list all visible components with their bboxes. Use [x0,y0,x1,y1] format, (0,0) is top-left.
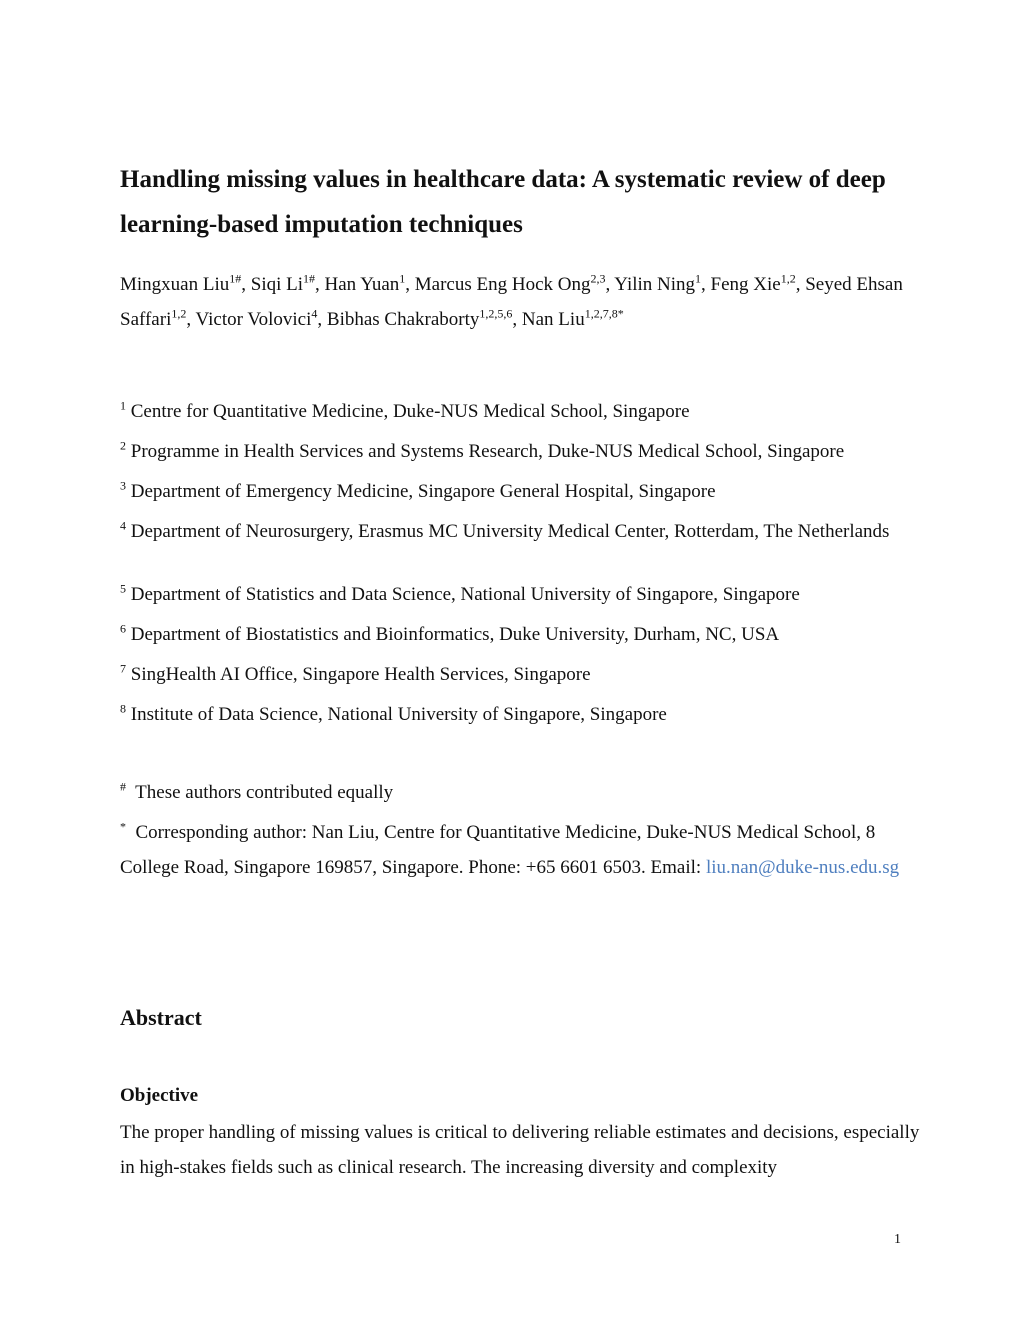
affiliation-4: $^4$ Department of Neurosurgery, Erasmus MC University Medical Center, Rotterdam, The Netherlands [120,518,890,542]
author: Han Yuan$^1$, [324,271,415,295]
objective-paragraph: The proper handling of missing values is critical to delivering reliable estimates and decisions, especially in high-stakes fields such as clinical research. The increasing diversity and complexity [120,1122,920,1178]
objective-heading: Objective [120,1085,199,1106]
email-link[interactable]: liu.nan@duke-nus.edu.sg [705,857,900,878]
author: Seyed Ehsan Saffari$^{1,2}$, [120,274,903,330]
author: Bibhas Chakraborty$^{1,2,5,6}$, [326,306,522,330]
author-list [120,267,920,337]
affiliation-8: $^8$ Institute of Data Science, National University of Singapore, Singapore [120,701,667,725]
author: Siqi $Li^{1\#}$, [250,271,325,295]
author: Feng Xie$^{1,2}$, [710,271,806,295]
author: Yilin Ning$^1$, [614,271,711,295]
affiliation-7: $^7$ SingHealth AI Office, Singapore Health Services, Singapore [120,661,591,685]
author: Victor Volovici$^4$, [195,306,327,330]
affiliation-1: $^1$ Centre for Quantitative Medicine, Duke-NUS Medical School, Singapore [120,398,690,422]
corresponding-author-note: * Corresponding author: Nan Liu, Centre for Quantitative Medicine, Duke-NUS Medical School, 8 College Road, Singapore 169857, Singapore. Phone: +65 6601 6503. Email: liu.nan@duke-nus.edu.sg [120,819,900,878]
equal-contribution-note: # These authors contributed equally [120,779,394,803]
affiliation-3: $^3$ Department of Emergency Medicine, Singapore General Hospital, Singapore [120,478,716,502]
paper-title: Handling missing values in healthcare data: A systematic review of deep learning-based imputation techniques [120,166,886,238]
affiliation-6: $^6$ Department of Biostatistics and Bioinformatics, Duke University, Durham, NC, USA [120,621,780,645]
affiliation-5: $^5$ Department of Statistics and Data Science, National University of Singapore, Singapore [120,581,800,605]
author: Mingxuan Liu$^{1\#}$, [120,271,251,295]
author: Nan Liu$^{1,2,7,8*}$ [521,306,624,330]
affiliation-2: $^2$ Programme in Health Services and Systems Research, Duke-NUS Medical School, Singapore [120,438,845,462]
abstract-heading: Abstract [120,1005,202,1030]
author: Marcus Eng Hock Ong$^{2,3}$, [414,271,615,295]
page-number: 1 [894,1232,901,1247]
